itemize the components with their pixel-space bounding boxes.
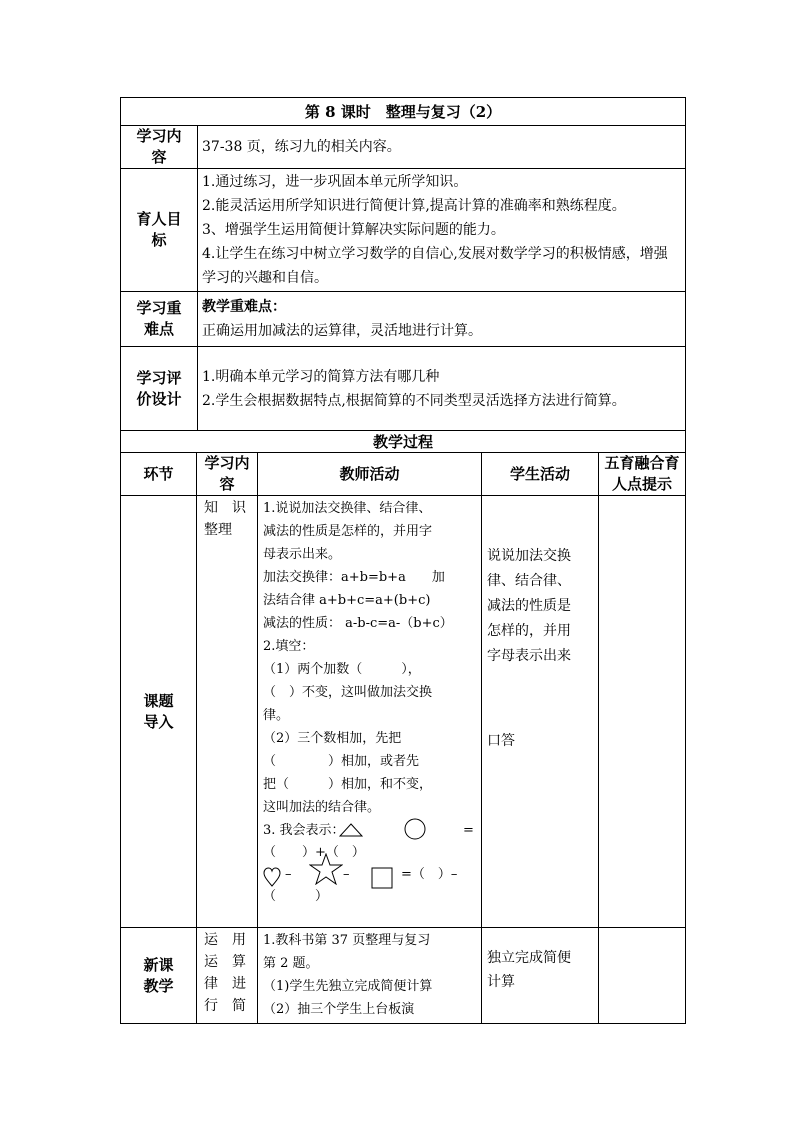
header-content: 学习内 容 xyxy=(197,453,258,496)
lesson-info-table xyxy=(120,97,686,431)
header-tips: 五育融合育 人点提示 xyxy=(599,453,686,496)
keypoints-text: 教学重难点： 正确运用加减法的运算律，灵活地进行计算。 xyxy=(198,292,686,347)
circle-icon xyxy=(403,817,427,841)
teacher-activity-1: 1.说说加法交换律、结合律、 减法的性质是怎样的，并用字 母表示出来。 加法交换律：a+b=b+a 加 法结合律 a+b+c=a+(b+c) 减法的性质： a-b-c=a-（b+c） 2.填空： （1）两个加数（ ）， （ ）不变，这叫做加法交换 律。 （2）三个数相加，先把 （ ）相加，或者先 把（ ）相加，和不变， 这叫加法的结合律。 3. 我会表示： = （ ）+（ ） – – =（ ）– （ ） xyxy=(258,496,482,928)
stage-intro: 课题 导入 xyxy=(121,496,197,928)
triangle-icon xyxy=(339,823,363,837)
goals-text: 1.通过练习，进一步巩固本单元所学知识。 2.能灵活运用所学知识进行简便计算,提高计算的准确率和熟练程度。 3、增强学生运用简便计算解决实际问题的能力。 4.让学生在练习中树立学习数学的自信心,发展对数学学习的积极情感，增强学习的兴趣和自信。 xyxy=(198,169,686,292)
shapes-exercise: 3. 我会表示： = （ ）+（ ） – – =（ ）– （ ） xyxy=(263,819,476,911)
heart-icon xyxy=(263,867,281,887)
header-student: 学生活动 xyxy=(482,453,599,496)
star-icon xyxy=(309,853,343,885)
tips-cell-2 xyxy=(599,928,686,1024)
teacher-activity-2: 1.教科书第 37 页整理与复习 第 2 题。 （1)学生先独立完成简便计算 （2）抽三个学生上台板演 xyxy=(258,928,482,1024)
content-knowledge: 知 识 整理 xyxy=(197,496,258,928)
lesson-title: 第 8 课时 整理与复习（2） xyxy=(121,98,686,126)
header-stage: 环节 xyxy=(121,453,197,496)
label-keypoints: 学习重 难点 xyxy=(121,292,198,347)
label-evaluation: 学习评 价设计 xyxy=(121,347,198,431)
square-icon xyxy=(371,867,393,889)
student-activity-1: 说说加法交换 律、结合律、 减法的性质是 怎样的，并用 字母表示出来 口答 xyxy=(482,496,599,928)
header-teacher: 教师活动 xyxy=(258,453,482,496)
content-apply-laws: 运 用 运 算 律 进 行 简 xyxy=(197,928,258,1024)
label-content: 学习内 容 xyxy=(121,126,198,169)
student-oral-answer: 口答 xyxy=(487,733,515,749)
label-goals: 育人目 标 xyxy=(121,169,198,292)
teaching-process-table xyxy=(120,430,686,1024)
tips-cell-1 xyxy=(599,496,686,928)
evaluation-text: 1.明确本单元学习的简算方法有哪几种 2.学生会根据数据特点,根据简算的不同类型灵活选择方法进行简算。 xyxy=(198,347,686,431)
student-activity-2: 独立完成简便 计算 xyxy=(482,928,599,1024)
content-text: 37-38 页，练习九的相关内容。 xyxy=(198,126,686,169)
process-title: 教学过程 xyxy=(121,431,686,453)
stage-new-lesson: 新课 教学 xyxy=(121,928,197,1024)
